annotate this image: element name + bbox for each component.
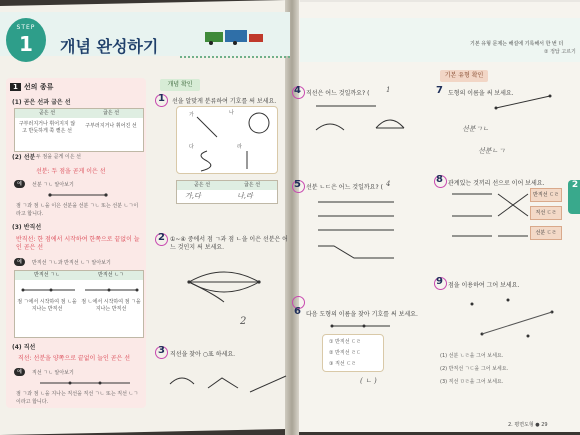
lens-figure [184, 262, 264, 312]
find-line-figures [168, 370, 288, 400]
step-badge [6, 18, 46, 62]
choice-item: ② 반직선 ㄹㄷ [329, 350, 361, 356]
question-text: 선을 알맞게 분류하여 기호를 써 보세요. [172, 98, 277, 105]
right-header [300, 18, 580, 62]
choices-box [322, 334, 384, 372]
ray-cell-2: 점 ㄴ에서 시작하여 점 ㄱ을 지나는 반직선 [81, 299, 141, 312]
classify-header-straight: 곧은 선 [177, 181, 227, 190]
question-text: 관계있는 것끼리 선으로 이어 보세요. [448, 180, 545, 187]
handwritten-answer: ( ㄴ ) [360, 377, 377, 385]
question-number: 1 [158, 93, 165, 104]
match-choice: 직선 ㄷㄹ [530, 206, 562, 220]
q6-figure [330, 322, 390, 330]
page-number: 2. 평면도형 ● 29 [508, 422, 548, 428]
question-number: 3 [158, 345, 165, 356]
q9-dots [462, 294, 562, 344]
right-header-sub: ② 정답 고르기 [544, 49, 576, 55]
classify-header-curved: 굽은 선 [227, 181, 277, 190]
q9-item: (3) 직선 ㅁㄹ을 그어 보세요. [440, 379, 504, 385]
classify-answer-curved: 나,라 [237, 192, 253, 200]
handwritten-answer: 선분ㄱㄴ [462, 125, 490, 133]
section-number: 1 [10, 83, 21, 91]
question-number: 4 [294, 85, 301, 96]
line-definition: 직선: 선분을 양쪽으로 끝없이 늘인 곧은 선 [18, 355, 130, 362]
choice-item: ① 반직선 ㄷㄹ [329, 339, 361, 345]
table-cell-straight: 구부러지거나 휘어지지 않고 반듯하게 쭉 뻗은 선 [18, 121, 76, 134]
question-number: 5 [294, 179, 301, 190]
handwritten-answer: 2 [240, 316, 247, 327]
chapter-tab: 2 [568, 180, 580, 214]
q8-matching [452, 188, 542, 248]
table-cell-curved: 구부러지거나 휘어진 선 [85, 123, 137, 129]
ray-table-header-1: 반직선 ㄱㄴ [15, 271, 79, 280]
question-number: 7 [436, 85, 443, 96]
step-number: 1 [19, 32, 33, 56]
subsection-ray: (3) 반직선 [12, 224, 42, 231]
right-header-text: 기본 유형 문제는 해설에 기록해서 한 번 더 [470, 41, 564, 47]
question-number: 9 [436, 276, 443, 287]
example-bubble-ray: 예 [14, 258, 25, 266]
figure-label-da: 다 [189, 144, 194, 150]
figure-lines [177, 107, 277, 173]
match-choice: 선분 ㄷㄹ [530, 226, 562, 240]
segment-read: 선분 ㄱㄴ 알아보기 [32, 182, 74, 188]
question-text: 직선을 찾아 ○표 하세요. [170, 351, 236, 358]
segment-definition: 선분: 두 점을 곧게 이은 선 [36, 168, 106, 175]
subsection-segment: (2) 선분 [12, 154, 36, 161]
ray-definition: 반직선: 한 점에서 시작하여 한쪽으로 끝없이 늘인 곧은 선 [16, 236, 140, 251]
subsection-straight-curved: (1) 곧은 선과 굽은 선 [12, 99, 71, 106]
q5-options [314, 196, 434, 266]
ray-table [14, 270, 144, 338]
header-divider [180, 56, 290, 58]
q9-item: (2) 반직선 ㄱㄷ을 그어 보세요. [440, 366, 509, 372]
handwritten-answer: 1 [386, 86, 391, 94]
match-choice: 반직선 ㄷㄹ [530, 188, 562, 202]
figure-label-ra: 라 [237, 144, 242, 150]
question-text: ①~④ 중에서 점 ㄱ과 점 ㄴ을 이은 선분은 어느 것인지 써 보세요. [170, 236, 288, 251]
question-text: 선분 ㄴㄷ은 어느 것일까요? ( [306, 184, 383, 191]
classify-table [176, 180, 278, 204]
line-diagram [40, 379, 130, 387]
figure-label-na: 나 [229, 110, 234, 116]
handwritten-answer: 4 [386, 180, 391, 188]
concept-check-tag: 개념 확인 [160, 79, 200, 91]
unit-header [0, 12, 290, 56]
section-label: 선의 종류 [23, 83, 54, 91]
q7-figure [494, 94, 554, 110]
q9-item: (1) 선분 ㄴㄹ을 그어 보세요. [440, 353, 504, 359]
page-title: 개념 완성하기 [60, 37, 159, 56]
segment-note: 두 점을 곧게 이은 선 [36, 154, 81, 160]
handwritten-answer: 선분ㄴㄱ [478, 147, 506, 155]
ray-read: 반직선 ㄱㄴ과 반직선 ㄴㄱ 알아보기 [32, 260, 111, 266]
example-bubble-line: 예 [14, 368, 25, 376]
figure-box [176, 106, 278, 174]
train-icon [205, 26, 265, 46]
choice-item: ③ 직선 ㄷㄹ [329, 361, 356, 367]
segment-text: 점 ㄱ과 점 ㄴ을 이은 선분을 선분 ㄱㄴ 또는 선분 ㄴㄱ이라고 합니다. [16, 203, 139, 217]
ray-table-header-2: 반직선 ㄴㄱ [79, 271, 143, 280]
line-text: 점 ㄱ과 점 ㄴ을 지나는 직선을 직선 ㄱㄴ 또는 직선 ㄴㄱ이라고 합니다. [16, 391, 139, 405]
question-number: 2 [158, 232, 165, 243]
question-text: 직선은 어느 것일까요? ( [306, 90, 370, 97]
classify-answer-straight: 가,다 [185, 192, 201, 200]
question-text: 도형의 이름을 써 보세요. [448, 90, 514, 97]
q4-options [306, 100, 436, 140]
step-word: STEP [16, 24, 36, 31]
section-title [10, 82, 53, 92]
question-text: 점을 이용하여 그어 보세요. [448, 282, 520, 289]
line-type-table [14, 108, 144, 152]
question-number: 8 [436, 174, 443, 185]
line-read: 직선 ㄱㄴ 알아보기 [32, 370, 74, 376]
question-text: 다음 도형의 이름을 찾아 기호를 써 보세요. [306, 311, 418, 318]
example-bubble: 예 [14, 180, 25, 188]
segment-diagram [50, 191, 110, 199]
question-number: 6 [294, 306, 301, 317]
subsection-line: (4) 직선 [12, 344, 36, 351]
basic-type-tag: 기본 유형 확인 [440, 70, 488, 82]
ray-cell-1: 점 ㄱ에서 시작하여 점 ㄴ을 지나는 반직선 [17, 299, 77, 312]
table-header-straight: 곧은 선 [15, 109, 79, 118]
ray-diagram-1 [21, 285, 75, 295]
table-header-curved: 굽은 선 [79, 109, 143, 118]
ray-diagram-2 [85, 285, 139, 295]
figure-label-ga: 가 [189, 112, 194, 118]
